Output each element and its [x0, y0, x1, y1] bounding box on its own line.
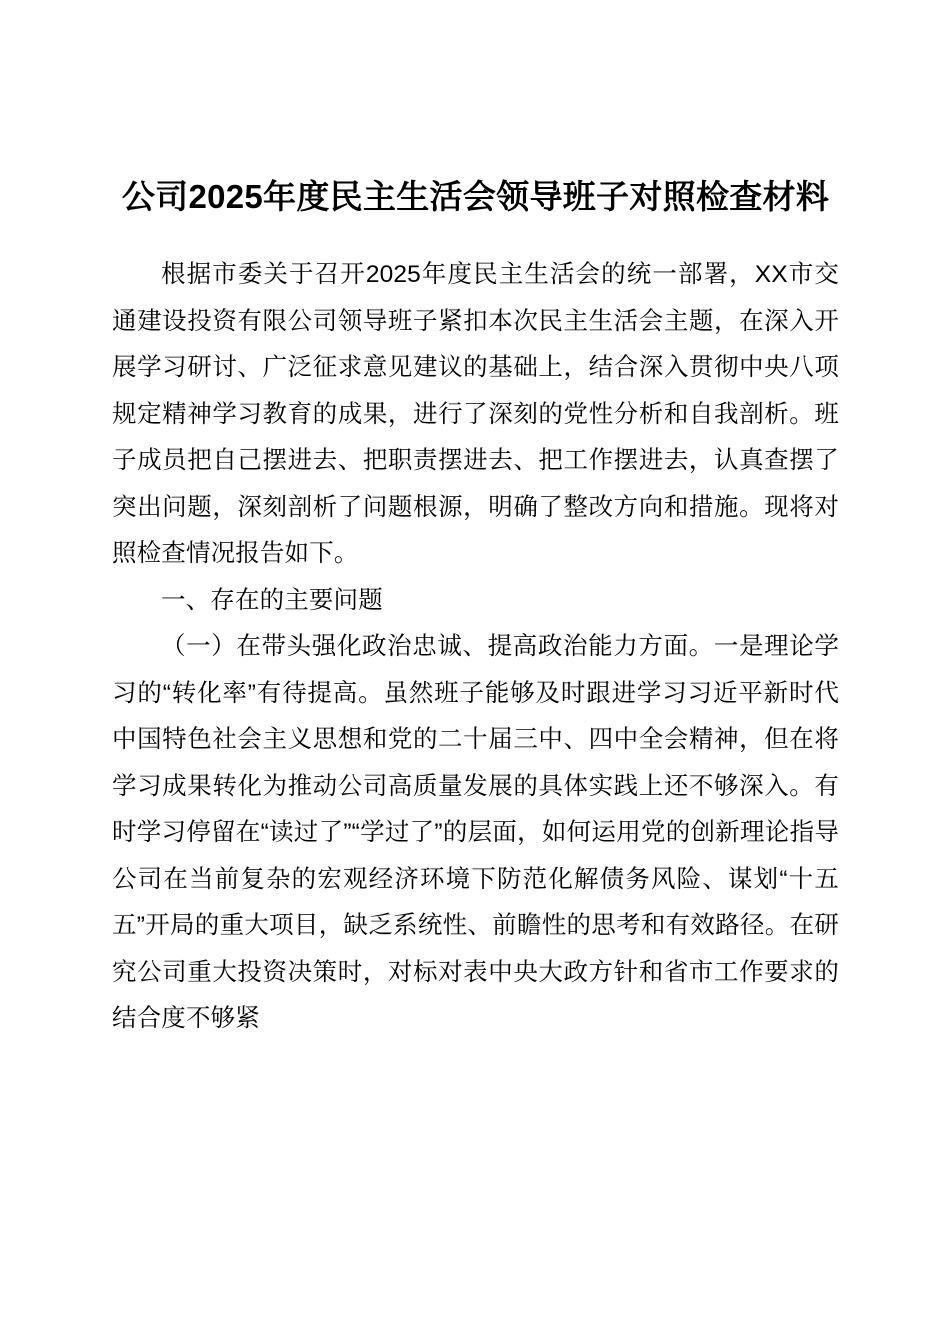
- title-body-spacer: [112, 221, 839, 252]
- document-body: [112, 0, 839, 1043]
- paragraph-section-1-1: （一）在带头强化政治忠诚、提高政治能力方面。一是理论学习的“转化率”有待提高。虽然班子能够及时跟进学习习近平新时代中国特色社会主义思想和党的二十届三中、四中全会精神，但在将学习成果转化为推动公司高质量发展的具体实践上还不够深入。有时学习停留在“读过了”“学过了”的层面，如何运用党的创新理论指导公司在当前复杂的宏观经济环境下防范化解债务风险、谋划“十五五”开局的重大项目，缺乏系统性、前瞻性的思考和有效路径。在研究公司重大投资决策时，对标对表中央大政方针和省市工作要求的结合度不够紧: [112, 633, 839, 1032]
- section-heading-main-problems: 一、存在的主要问题: [161, 586, 383, 614]
- paragraph-intro: 根据市委关于召开2025年度民主生活会的统一部署，XX市交通建设投资有限公司领导班子紧扣本次民主生活会主题，在深入开展学习研讨、广泛征求意见建议的基础上，结合深入贯彻中央八项规定精神学习教育的成果，进行了深刻的党性分析和自我剖析。班子成员把自己摆进去、把职责摆进去、把工作摆进去，认真查摆了突出问题，深刻剖析了问题根源，明确了整改方向和措施。现将对照检查情况报告如下。: [112, 261, 839, 567]
- page-title: 公司2025年度民主生活会领导班子对照检查材料: [121, 178, 830, 215]
